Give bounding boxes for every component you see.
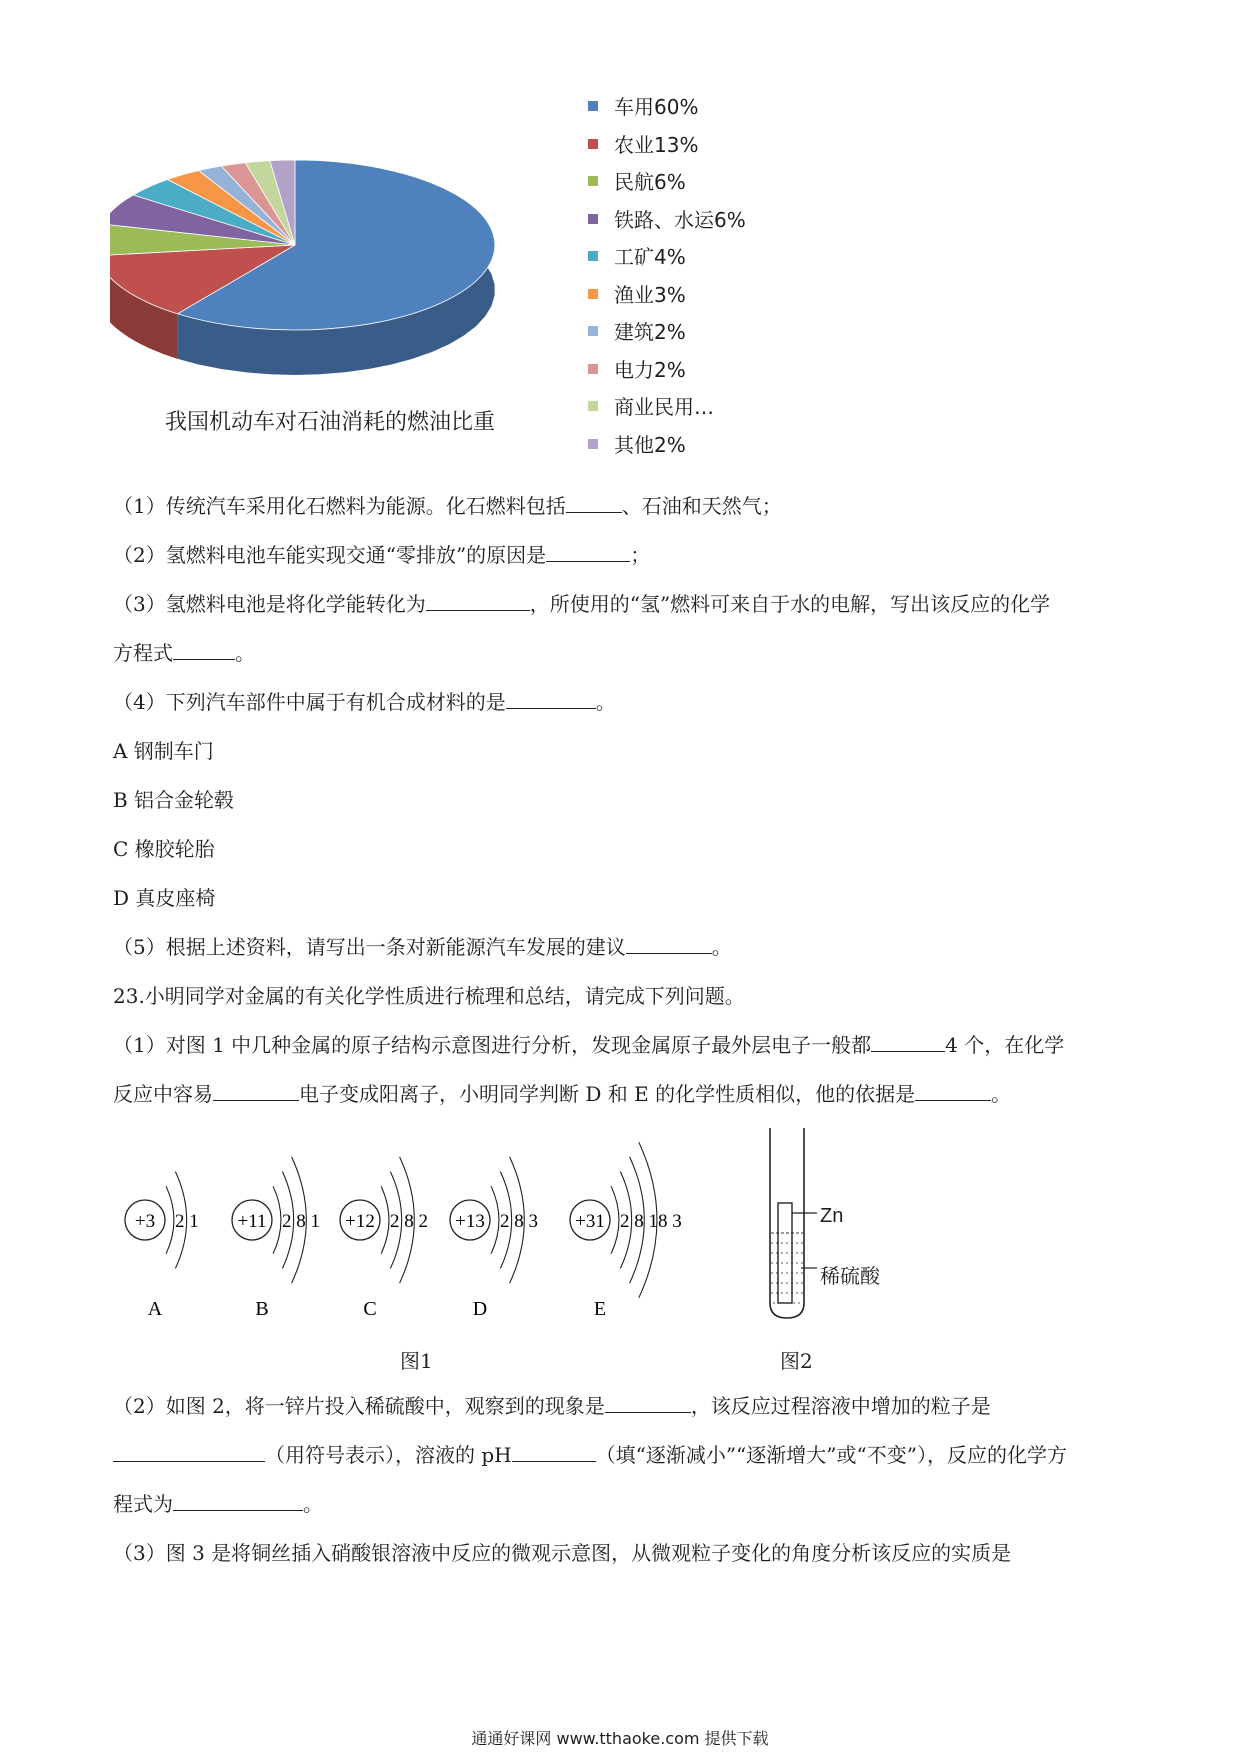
legend-swatch <box>588 364 598 374</box>
atom-diagram <box>450 1157 538 1320</box>
atom-label: E <box>593 1298 607 1320</box>
question-23-2: （2）如图 2，将一锌片投入稀硫酸中，观察到的现象是 ，该反应过程溶液中增加的粒子是 <box>113 1394 991 1418</box>
answer-blank[interactable] <box>173 1492 303 1511</box>
legend-label: 工矿4% <box>614 245 686 269</box>
zn-label: Zn <box>820 1205 844 1227</box>
acid-liquid <box>771 1233 803 1303</box>
electron-counts: 2 8 18 3 <box>620 1211 682 1232</box>
atomic-structure-figure <box>115 1125 755 1355</box>
legend-swatch <box>588 101 598 111</box>
electron-shell <box>491 1186 499 1253</box>
pie-chart-graphic <box>110 145 550 385</box>
legend-label: 渔业3% <box>614 282 686 307</box>
legend-label: 车用60% <box>614 95 699 119</box>
page-footer: 通通好课网 www.tthaoke.com 提供下载 <box>471 1729 769 1748</box>
legend-swatch <box>588 251 598 261</box>
legend-swatch <box>588 176 598 186</box>
atom-label: B <box>255 1298 269 1320</box>
figure-2-caption: 图2 <box>780 1349 813 1373</box>
nucleus-charge: +31 <box>575 1211 605 1232</box>
test-tube-figure <box>765 1128 915 1328</box>
nucleus-charge: +12 <box>345 1211 375 1232</box>
question-22-2: （2）氢燃料电池车能实现交通“零排放”的原因是 ； <box>113 543 651 567</box>
legend-swatch <box>588 439 598 449</box>
answer-blank[interactable] <box>546 543 630 562</box>
answer-blank[interactable] <box>113 1443 265 1462</box>
electron-shell <box>381 1186 389 1253</box>
electron-shell <box>611 1186 619 1253</box>
pie-chart <box>110 85 810 480</box>
atom-label: C <box>363 1298 377 1320</box>
legend-label: 民航6% <box>614 170 686 194</box>
acid-label: 稀硫酸 <box>820 1264 880 1288</box>
atom-diagram <box>125 1172 199 1320</box>
question-22-1: （1）传统汽车采用化石燃料为能源。化石燃料包括 、石油和天然气； <box>113 494 782 518</box>
figure-1-caption: 图1 <box>400 1349 433 1373</box>
question-23-2-cont: （用符号表示），溶液的 pH （填“逐渐减小”“逐渐增大”或“不变”），反应的化学方 <box>113 1441 1067 1469</box>
atom-diagram <box>570 1142 682 1320</box>
nucleus-charge: +3 <box>134 1211 156 1232</box>
question-22-4: （4）下列汽车部件中属于有机合成材料的是 。 <box>113 690 616 714</box>
atom-diagram <box>340 1157 428 1320</box>
question-22-3-cont: 方程式 。 <box>113 641 255 665</box>
legend-label: 农业13% <box>614 132 699 157</box>
legend-swatch <box>588 289 598 299</box>
question-23-2-cont2: 程式为 。 <box>113 1492 323 1516</box>
answer-blank[interactable] <box>512 1443 596 1462</box>
answer-blank[interactable] <box>506 690 596 709</box>
electron-shell <box>166 1186 174 1253</box>
option-a: A 钢制车门 <box>113 739 214 763</box>
answer-blank[interactable] <box>566 494 622 513</box>
electron-counts: 2 8 2 <box>390 1211 428 1232</box>
nucleus-charge: +11 <box>237 1211 267 1232</box>
electron-shell <box>273 1186 281 1253</box>
answer-blank[interactable] <box>213 1082 299 1101</box>
answer-blank[interactable] <box>605 1394 691 1413</box>
question-22-3: （3）氢燃料电池是将化学能转化为 ，所使用的“氢”燃料可来自于水的电解，写出该反应的化学 <box>113 592 1051 616</box>
answer-blank[interactable] <box>426 592 530 611</box>
option-c: C 橡胶轮胎 <box>113 837 215 861</box>
question-23-1-cont: 反应中容易 电子变成阳离子，小明同学判断 D 和 E 的化学性质相似，他的依据是 。 <box>113 1082 1012 1106</box>
answer-blank[interactable] <box>871 1033 945 1052</box>
zinc-strip <box>778 1203 792 1303</box>
question-22-5: （5）根据上述资料，请写出一条对新能源汽车发展的建议 。 <box>113 935 732 959</box>
test-tube-icon <box>770 1128 804 1318</box>
legend-swatch <box>588 326 598 336</box>
electron-counts: 2 8 3 <box>500 1211 538 1232</box>
option-b: B 铝合金轮毂 <box>113 788 235 812</box>
atom-label: D <box>472 1298 488 1320</box>
electron-counts: 2 8 1 <box>282 1211 320 1232</box>
chart-title: 我国机动车对石油消耗的燃油比重 <box>165 410 496 435</box>
legend-label: 其他2% <box>614 432 686 457</box>
answer-blank[interactable] <box>173 641 235 660</box>
legend-swatch <box>588 401 598 411</box>
legend-label: 电力2% <box>614 357 686 382</box>
atom-diagram <box>232 1157 320 1320</box>
question-23-1: （1）对图 1 中几种金属的原子结构示意图进行分析，发现金属原子最外层电子一般都 4 个，在化学 <box>113 1033 1065 1057</box>
legend-label: 建筑2% <box>614 320 686 344</box>
question-23-title: 23.小明同学对金属的有关化学性质进行梳理和总结，请完成下列问题。 <box>113 984 745 1008</box>
electron-counts: 2 1 <box>175 1211 199 1232</box>
legend-swatch <box>588 139 598 149</box>
answer-blank[interactable] <box>915 1082 991 1101</box>
answer-blank[interactable] <box>626 935 712 954</box>
nucleus-charge: +13 <box>455 1211 485 1232</box>
legend-label: 铁路、水运6% <box>614 207 746 232</box>
legend-swatch <box>588 214 598 224</box>
option-d: D 真皮座椅 <box>113 886 216 910</box>
atom-label: A <box>147 1298 163 1320</box>
question-23-3: （3）图 3 是将铜丝插入硝酸银溶液中反应的微观示意图，从微观粒子变化的角度分析该反应的实质是 <box>113 1541 1012 1565</box>
legend-label: 商业民用… <box>614 395 714 419</box>
